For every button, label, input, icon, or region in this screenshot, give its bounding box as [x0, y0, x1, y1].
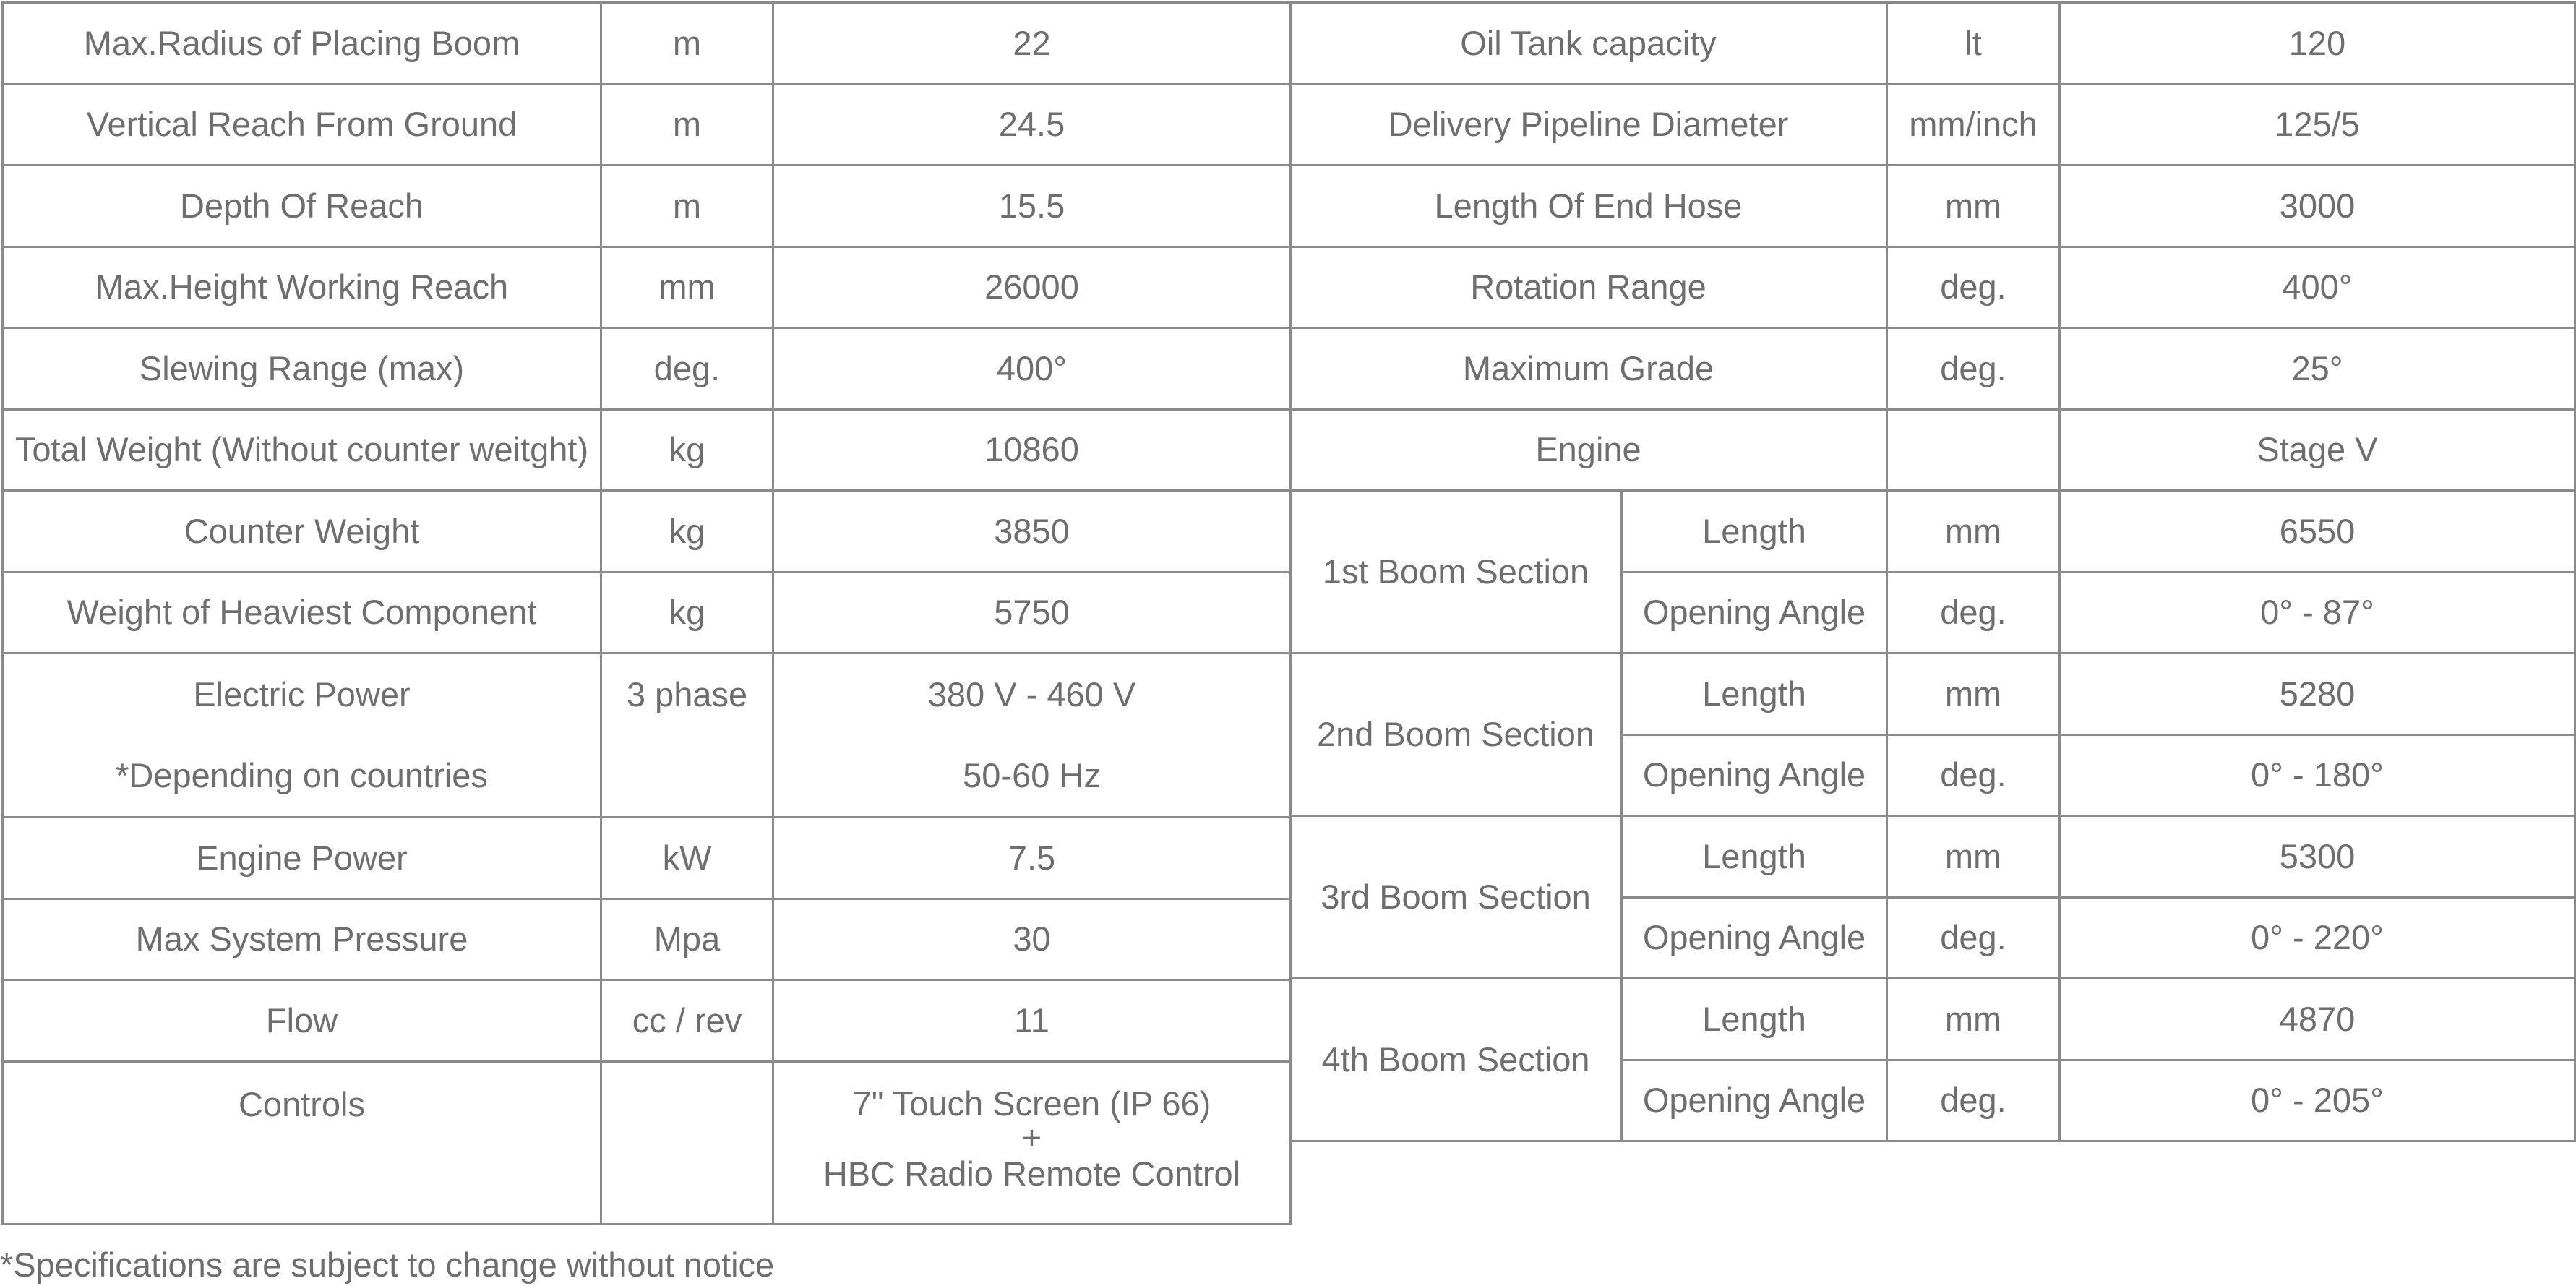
electric-power-note: *Depending on countries: [116, 756, 488, 794]
controls-touch-screen: 7" Touch Screen (IP 66): [852, 1084, 1211, 1123]
spec-unit: deg.: [601, 328, 773, 410]
spec-row: [3, 247, 1291, 328]
spec-name: Weight of Heaviest Component: [3, 572, 601, 653]
spec-name: Controls: [3, 1061, 601, 1224]
spec-name: Rotation Range: [1290, 247, 1887, 328]
boom-length-unit: mm: [1887, 979, 2060, 1060]
spec-unit: m: [601, 3, 773, 85]
boom-section-row: [1290, 979, 2575, 1060]
spec-row: [3, 84, 1291, 166]
boom-angle-unit: deg.: [1887, 572, 2060, 653]
spec-value: 7.5: [773, 818, 1291, 899]
boom-section-row: [1290, 491, 2575, 573]
boom-length-value: 4870: [2060, 979, 2575, 1060]
spec-name: Total Weight (Without counter weitght): [3, 409, 601, 491]
spec-unit: kg: [601, 409, 773, 491]
spec-unit: [601, 1061, 773, 1224]
boom-angle-label: Opening Angle: [1622, 1060, 1887, 1141]
spec-row: [3, 980, 1291, 1062]
spec-unit: cc / rev: [601, 980, 773, 1062]
boom-angle-label: Opening Angle: [1622, 572, 1887, 653]
spec-unit: lt: [1887, 3, 2060, 85]
spec-row-electric-power: [3, 653, 1291, 818]
boom-angle-unit: deg.: [1887, 1060, 2060, 1141]
boom-length-label: Length: [1622, 491, 1887, 573]
boom-length-label: Length: [1622, 653, 1887, 735]
spec-value: 11: [773, 980, 1291, 1062]
spec-name: Max.Radius of Placing Boom: [3, 3, 601, 85]
spec-value: [773, 1061, 1291, 1224]
boom-section-row: [1290, 816, 2575, 898]
spec-value: 10860: [773, 409, 1291, 491]
spec-row: [3, 491, 1291, 573]
spec-row: [1290, 84, 2575, 166]
boom-section-name: 2nd Boom Section: [1290, 653, 1622, 816]
spec-name: Engine Power: [3, 818, 601, 899]
controls-radio-remote: HBC Radio Remote Control: [823, 1154, 1241, 1193]
spec-unit: mm: [601, 247, 773, 328]
spec-row: [1290, 409, 2575, 491]
boom-angle-unit: deg.: [1887, 734, 2060, 816]
spec-row: [1290, 247, 2575, 328]
spec-value: 15.5: [773, 166, 1291, 247]
boom-length-unit: mm: [1887, 816, 2060, 898]
spec-unit: kW: [601, 818, 773, 899]
spec-row: [1290, 328, 2575, 410]
boom-length-value: 5300: [2060, 816, 2575, 898]
spec-unit: m: [601, 166, 773, 247]
spec-row: [1290, 166, 2575, 247]
spec-value: 400°: [2060, 247, 2575, 328]
spec-unit: [601, 653, 773, 818]
spec-row: [3, 3, 1291, 85]
boom-section-name: 1st Boom Section: [1290, 491, 1622, 653]
boom-length-unit: mm: [1887, 491, 2060, 573]
spec-value: 400°: [773, 328, 1291, 410]
spec-value: 22: [773, 3, 1291, 85]
spec-name: Engine: [1290, 409, 1887, 491]
spec-unit: deg.: [1887, 247, 2060, 328]
spec-value: 3000: [2060, 166, 2575, 247]
boom-angle-value: 0° - 205°: [2060, 1060, 2575, 1141]
spec-name: Slewing Range (max): [3, 328, 601, 410]
spec-unit: deg.: [1887, 328, 2060, 410]
spec-name: Oil Tank capacity: [1290, 3, 1887, 85]
spec-name: Counter Weight: [3, 491, 601, 573]
spec-unit: mm/inch: [1887, 84, 2060, 166]
spec-unit: kg: [601, 572, 773, 653]
boom-length-label: Length: [1622, 979, 1887, 1060]
spec-value: 125/5: [2060, 84, 2575, 166]
boom-angle-value: 0° - 220°: [2060, 897, 2575, 979]
spec-unit: m: [601, 84, 773, 166]
right-spec-table: [1289, 1, 2576, 1142]
spec-name: Delivery Pipeline Diameter: [1290, 84, 1887, 166]
spec-row: [3, 328, 1291, 410]
spec-name: Maximum Grade: [1290, 328, 1887, 410]
spec-value: 5750: [773, 572, 1291, 653]
spec-value: 3850: [773, 491, 1291, 573]
left-spec-table: [1, 1, 1292, 1225]
boom-angle-value: 0° - 180°: [2060, 734, 2575, 816]
boom-section-name: 4th Boom Section: [1290, 979, 1622, 1141]
electric-power-unit: 3 phase: [626, 675, 748, 713]
electric-power-frequency: 50-60 Hz: [963, 756, 1101, 794]
spec-value: 24.5: [773, 84, 1291, 166]
boom-angle-label: Opening Angle: [1622, 897, 1887, 979]
spec-name: [3, 653, 601, 818]
spec-unit: Mpa: [601, 899, 773, 980]
spec-unit: [1887, 409, 2060, 491]
boom-angle-label: Opening Angle: [1622, 734, 1887, 816]
spec-row: [1290, 3, 2575, 85]
spec-unit: mm: [1887, 166, 2060, 247]
boom-section-row: [1290, 653, 2575, 735]
spec-value: 25°: [2060, 328, 2575, 410]
electric-power-label: Electric Power: [193, 675, 411, 713]
spec-row: [3, 818, 1291, 899]
spec-value: 30: [773, 899, 1291, 980]
spec-row: [3, 572, 1291, 653]
spec-value: Stage V: [2060, 409, 2575, 491]
spec-name: Length Of End Hose: [1290, 166, 1887, 247]
boom-angle-value: 0° - 87°: [2060, 572, 2575, 653]
boom-length-label: Length: [1622, 816, 1887, 898]
boom-length-unit: mm: [1887, 653, 2060, 735]
spec-value: 120: [2060, 3, 2575, 85]
spec-name: Max.Height Working Reach: [3, 247, 601, 328]
spec-name: Vertical Reach From Ground: [3, 84, 601, 166]
boom-length-value: 5280: [2060, 653, 2575, 735]
footnote: *Specifications are subject to change without notice: [0, 1246, 775, 1284]
boom-length-value: 6550: [2060, 491, 2575, 573]
spec-row: [3, 409, 1291, 491]
spec-name: Max System Pressure: [3, 899, 601, 980]
boom-angle-unit: deg.: [1887, 897, 2060, 979]
spec-value: [773, 653, 1291, 818]
spec-row: [3, 899, 1291, 980]
spec-value: 26000: [773, 247, 1291, 328]
electric-power-voltage: 380 V - 460 V: [927, 675, 1136, 713]
spec-row-controls: [3, 1061, 1291, 1224]
spec-unit: kg: [601, 491, 773, 573]
spec-name: Flow: [3, 980, 601, 1062]
controls-plus: +: [1021, 1118, 1042, 1157]
spec-name: Depth Of Reach: [3, 166, 601, 247]
boom-section-name: 3rd Boom Section: [1290, 816, 1622, 979]
spec-row: [3, 166, 1291, 247]
